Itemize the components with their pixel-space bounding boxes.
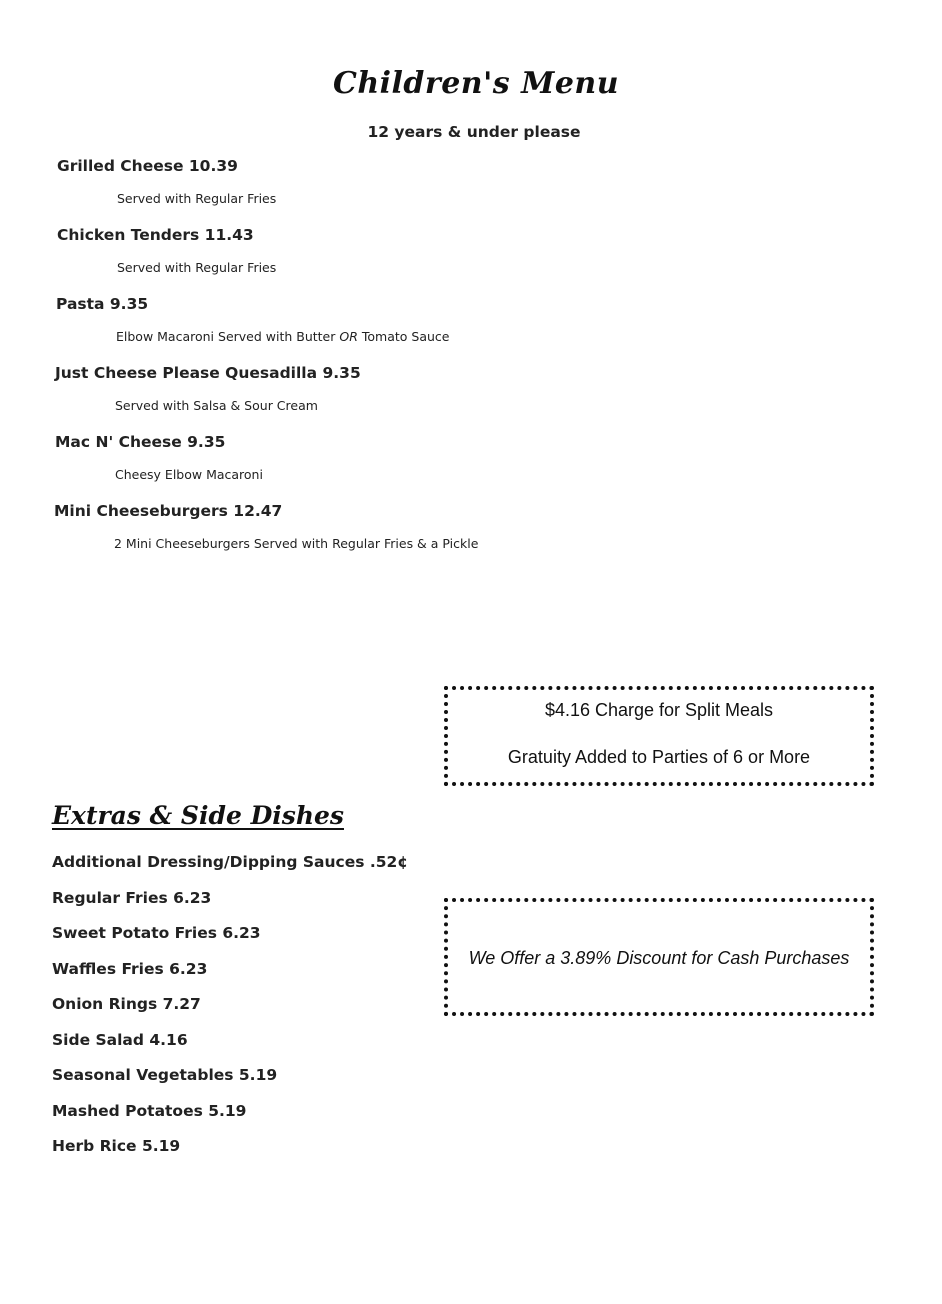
description-text: Elbow Macaroni Served with Butter [116, 329, 340, 344]
page-title: Children's Menu [332, 66, 620, 101]
menu-item-description: Served with Salsa & Sour Cream [115, 398, 318, 413]
menu-item-chicken-tenders [57, 226, 276, 275]
menu-item-mini-cheeseburgers [54, 502, 478, 551]
menu-item-name: Mac N' Cheese 9.35 [55, 433, 226, 451]
cash-discount-notice [444, 898, 874, 1016]
extra-item-seasonal-vegetables: Seasonal Vegetables 5.19 [52, 1066, 278, 1084]
extra-item-waffle-fries: Waffles Fries 6.23 [52, 960, 208, 978]
page-subtitle: 12 years & under please [367, 123, 581, 141]
menu-item-name: Mini Cheeseburgers 12.47 [54, 502, 283, 520]
menu-item-description: Served with Regular Fries [117, 191, 277, 206]
extra-item-sweet-potato-fries: Sweet Potato Fries 6.23 [52, 924, 261, 942]
menu-item-name: Chicken Tenders 11.43 [57, 226, 254, 244]
menu-item-name: Pasta 9.35 [56, 295, 149, 313]
menu-item-mac-n-cheese [55, 433, 263, 482]
menu-item-name: Grilled Cheese 10.39 [57, 157, 238, 175]
menu-item-quesadilla [55, 364, 361, 413]
menu-item-description [116, 329, 449, 344]
menu-item-name: Just Cheese Please Quesadilla 9.35 [55, 364, 361, 382]
extra-item-mashed-potatoes: Mashed Potatoes 5.19 [52, 1102, 247, 1120]
cash-discount-text: We Offer a 3.89% Discount for Cash Purchases [468, 948, 850, 968]
menu-item-description: 2 Mini Cheeseburgers Served with Regular Fries & a Pickle [114, 536, 479, 551]
extra-item-onion-rings: Onion Rings 7.27 [52, 995, 201, 1013]
menu-item-pasta [56, 295, 449, 344]
split-meal-charge: $4.16 Charge for Split Meals [544, 700, 774, 720]
split-meal-gratuity-notice [444, 686, 874, 786]
extra-item-dressing: Additional Dressing/Dipping Sauces .52¢ [52, 853, 409, 871]
gratuity-notice: Gratuity Added to Parties of 6 or More [507, 747, 811, 767]
description-text: Tomato Sauce [357, 329, 450, 344]
extra-item-herb-rice: Herb Rice 5.19 [52, 1137, 181, 1155]
extra-item-side-salad: Side Salad 4.16 [52, 1031, 188, 1049]
menu-item-description: Served with Regular Fries [117, 260, 277, 275]
menu-item-grilled-cheese [57, 157, 276, 206]
description-or: OR [339, 329, 358, 344]
extras-heading: Extras & Side Dishes [52, 801, 344, 830]
menu-item-description: Cheesy Elbow Macaroni [115, 467, 263, 482]
extra-item-regular-fries: Regular Fries 6.23 [52, 889, 212, 907]
